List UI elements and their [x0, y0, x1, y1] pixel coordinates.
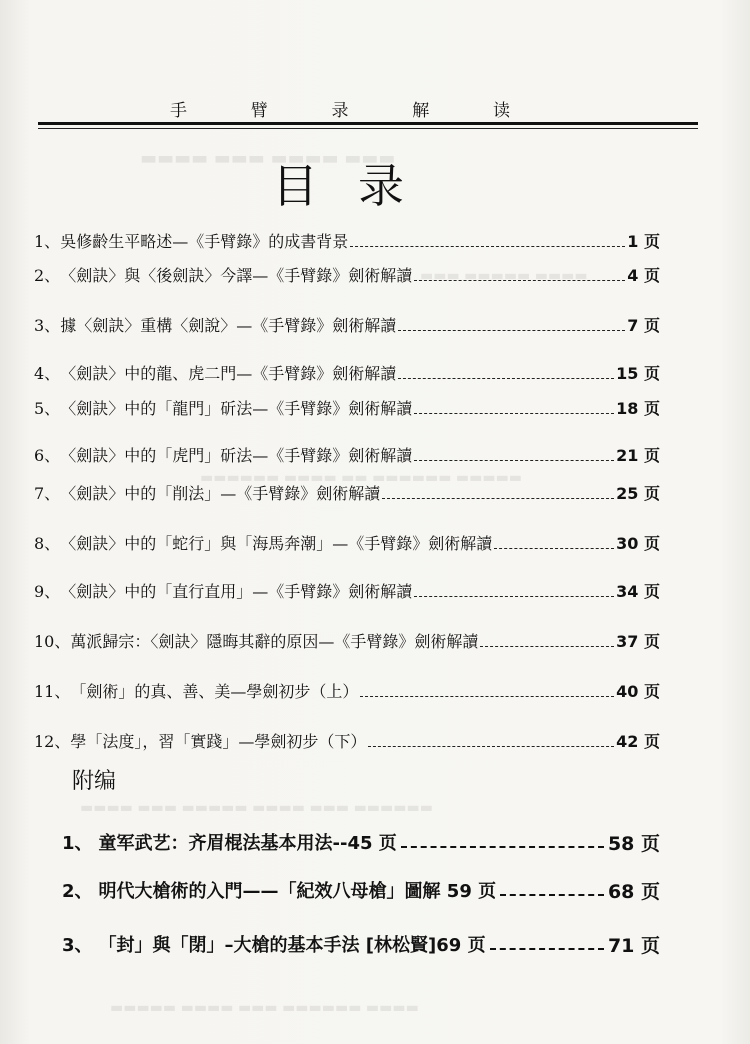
toc-title: 吳修齡生平略述—《手臂錄》的成書背景 — [60, 232, 349, 251]
toc-title: 〈劍訣〉中的「龍門」斫法—《手臂錄》劍術解讀 — [60, 399, 413, 418]
toc-number: 3、 — [34, 316, 61, 335]
toc-leader — [480, 645, 614, 647]
toc-title: 〈劍訣〉中的龍、虎二門—《手臂錄》劍術解讀 — [60, 364, 397, 383]
appendix-entry[interactable] — [62, 880, 660, 904]
header-char: 臂 — [250, 101, 268, 121]
toc-leader — [368, 745, 614, 747]
toc-entry[interactable] — [34, 582, 660, 602]
appendix-title: 「封」與「閉」–大槍的基本手法 [林松賢]69 页 — [98, 935, 486, 956]
appendix-leader — [401, 844, 604, 848]
toc-entry[interactable] — [34, 484, 660, 504]
toc-title: 學「法度」，習「實踐」—學劍初步（下） — [70, 732, 367, 751]
toc-leader — [414, 279, 625, 281]
toc-page: 7 页 — [627, 316, 660, 335]
bleed-through: ▬▬▬▬▬▬ ▬▬▬▬ ▬▬ ▬▬▬▬▬▬ ▬▬▬▬▬ — [200, 470, 523, 486]
toc-number: 11、 — [34, 682, 71, 701]
toc-page: 30 页 — [616, 534, 660, 553]
toc-page: 37 页 — [616, 632, 660, 651]
toc-number: 4、 — [34, 364, 61, 383]
toc-entry[interactable] — [34, 316, 660, 336]
toc-number: 6、 — [34, 446, 61, 465]
appendix-page: 58 页 — [607, 833, 660, 855]
toc-number: 2、 — [34, 266, 61, 285]
toc-leader — [414, 459, 614, 461]
header-char: 手 — [170, 101, 187, 121]
appendix-entry[interactable] — [62, 832, 660, 856]
appendix-number: 2、 — [62, 881, 93, 902]
appendix-title: 童军武艺：齐眉棍法基本用法--45 页 — [98, 833, 397, 854]
toc-title: 〈劍訣〉與〈後劍訣〉今譯—《手臂錄》劍術解讀 — [60, 266, 413, 285]
toc-page: 1 页 — [627, 232, 660, 251]
toc-entry[interactable] — [34, 732, 660, 752]
toc-title: 「劍術」的真、善、美—學劍初步（上） — [70, 682, 359, 701]
toc-page: 4 页 — [627, 266, 660, 285]
toc-page: 25 页 — [616, 484, 660, 503]
toc-number: 5、 — [34, 399, 61, 418]
bleed-through: ▬▬▬▬ ▬▬▬ ▬▬▬▬ ▬▬▬ — [140, 148, 396, 169]
toc-number: 10、 — [34, 632, 71, 651]
appendix-page: 71 页 — [607, 935, 660, 957]
toc-leader — [414, 595, 614, 597]
appendix-page: 68 页 — [607, 881, 660, 903]
toc-entry[interactable] — [34, 266, 660, 286]
toc-leader — [360, 695, 614, 697]
toc-page: 42 页 — [616, 732, 660, 751]
toc-title: 據〈劍訣〉重構〈劍說〉—《手臂錄》劍術解讀 — [60, 316, 397, 335]
appendix-number: 1、 — [62, 833, 93, 854]
header-rule — [38, 122, 698, 125]
toc-title: 〈劍訣〉中的「直行直用」—《手臂錄》劍術解讀 — [60, 582, 413, 601]
appendix-entry[interactable] — [62, 934, 660, 958]
toc-title: 〈劍訣〉中的「削法」—《手臂錄》劍術解讀 — [60, 484, 381, 503]
bleed-through: ▬▬▬▬ ▬▬▬ ▬▬▬▬▬ ▬▬▬▬ ▬▬▬ ▬▬▬▬▬▬ — [80, 800, 433, 816]
header-rule-thin — [38, 128, 698, 129]
toc-leader — [382, 497, 614, 499]
toc-page: 21 页 — [616, 446, 660, 465]
appendix-number: 3、 — [62, 935, 93, 956]
toc-leader — [398, 377, 614, 379]
toc-entry[interactable] — [34, 682, 660, 702]
toc-leader — [494, 547, 614, 549]
toc-number: 12、 — [34, 732, 71, 751]
appendix-title: 明代大槍術的入門——「紀效八母槍」圖解 59 页 — [98, 881, 497, 902]
toc-leader — [398, 329, 625, 331]
toc-page: 18 页 — [616, 399, 660, 418]
toc-entry[interactable] — [34, 232, 660, 252]
toc-entry[interactable] — [34, 399, 660, 419]
running-header — [170, 96, 510, 121]
bleed-through: ▬▬▬▬▬ ▬▬▬▬ ▬▬▬ ▬▬▬▬▬▬ ▬▬▬▬ — [110, 1000, 419, 1016]
toc-number: 7、 — [34, 484, 61, 503]
toc-entry[interactable] — [34, 364, 660, 384]
toc-entry[interactable] — [34, 632, 660, 652]
toc-title: 〈劍訣〉中的「虎門」斫法—《手臂錄》劍術解讀 — [60, 446, 413, 465]
toc-number: 1、 — [34, 232, 61, 251]
header-char: 读 — [493, 101, 510, 121]
header-char: 解 — [412, 101, 430, 121]
toc-number: 8、 — [34, 534, 61, 553]
toc-entry[interactable] — [34, 534, 660, 554]
toc-page: 34 页 — [616, 582, 660, 601]
toc-page: 15 页 — [616, 364, 660, 383]
header-char: 录 — [331, 101, 349, 121]
toc-title: 〈劍訣〉中的「蛇行」與「海馬奔潮」—《手臂錄》劍術解讀 — [60, 534, 493, 553]
page-title: 目录 — [272, 159, 444, 213]
appendix-leader — [500, 892, 604, 896]
bleed-through: ▬▬▬ ▬▬▬▬▬ ▬▬▬▬ — [420, 268, 588, 284]
toc-entry[interactable] — [34, 446, 660, 466]
appendix-leader — [490, 946, 604, 950]
toc-number: 9、 — [34, 582, 61, 601]
toc-leader — [414, 412, 614, 414]
toc-title: 萬派歸宗：〈劍訣〉隱晦其辭的原因—《手臂錄》劍術解讀 — [70, 632, 479, 651]
toc-leader — [350, 245, 625, 247]
appendix-heading: 附编 — [72, 769, 117, 794]
toc-page: 40 页 — [616, 682, 660, 701]
